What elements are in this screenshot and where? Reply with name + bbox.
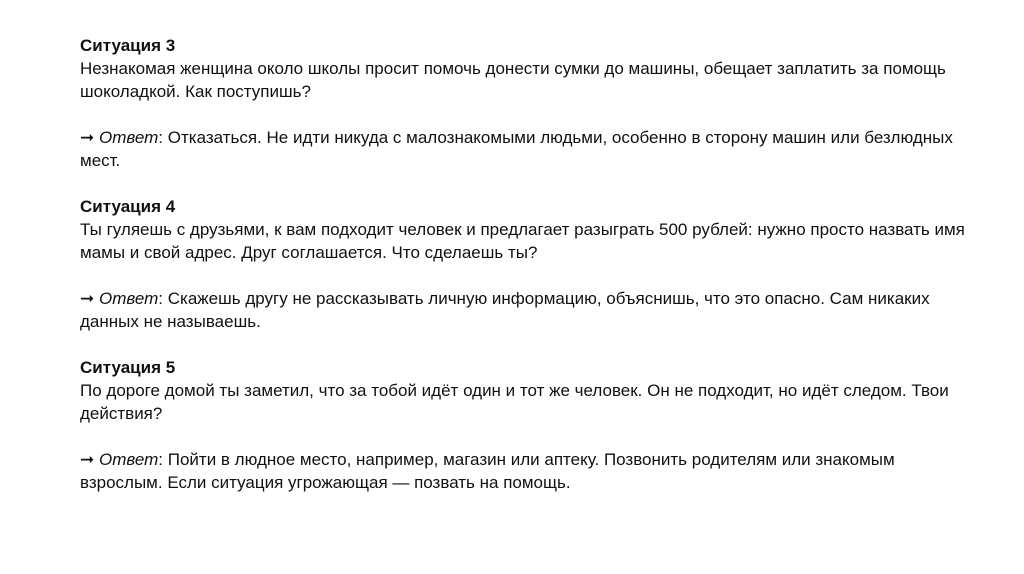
answer-label: Ответ (98, 289, 159, 308)
situation-question: Ты гуляешь с друзьями, к вам подходит человек и предлагает разыграть 500 рублей: нужно просто назвать имя мамы и свой адрес. Друг соглашается. Что сделаешь ты? (80, 220, 965, 262)
situation-answer (80, 287, 980, 333)
situation-3 (80, 34, 980, 172)
situation-question: Незнакомая женщина около школы просит помочь донести сумки до машины, обещает заплатить за помощь шоколадкой. Как поступишь? (80, 59, 946, 101)
answer-text: : Пойти в людное место, например, магазин или аптеку. Позвонить родителям или знакомым взрослым. Если ситуация угрожающая — позвать на помощь. (80, 450, 895, 492)
situation-answer (80, 126, 980, 172)
answer-label: Ответ (98, 450, 159, 469)
situation-title: Ситуация 5 (80, 358, 176, 377)
arrow-right-icon: ➞ (80, 450, 95, 469)
arrow-right-icon: ➞ (80, 128, 95, 147)
slide-content (80, 34, 980, 494)
situation-title: Ситуация 3 (80, 36, 176, 55)
situation-5 (80, 356, 980, 494)
answer-text: : Отказаться. Не идти никуда с малознакомыми людьми, особенно в сторону машин или безлюдных мест. (80, 128, 953, 170)
answer-label: Ответ (98, 128, 159, 147)
situation-4 (80, 195, 980, 333)
situation-question: По дороге домой ты заметил, что за тобой идёт один и тот же человек. Он не подходит, но идёт следом. Твои действия? (80, 381, 949, 423)
arrow-right-icon: ➞ (80, 289, 95, 308)
situation-answer (80, 448, 980, 494)
situation-title: Ситуация 4 (80, 197, 176, 216)
answer-text: : Скажешь другу не рассказывать личную информацию, объяснишь, что это опасно. Сам никаких данных не называешь. (80, 289, 930, 331)
